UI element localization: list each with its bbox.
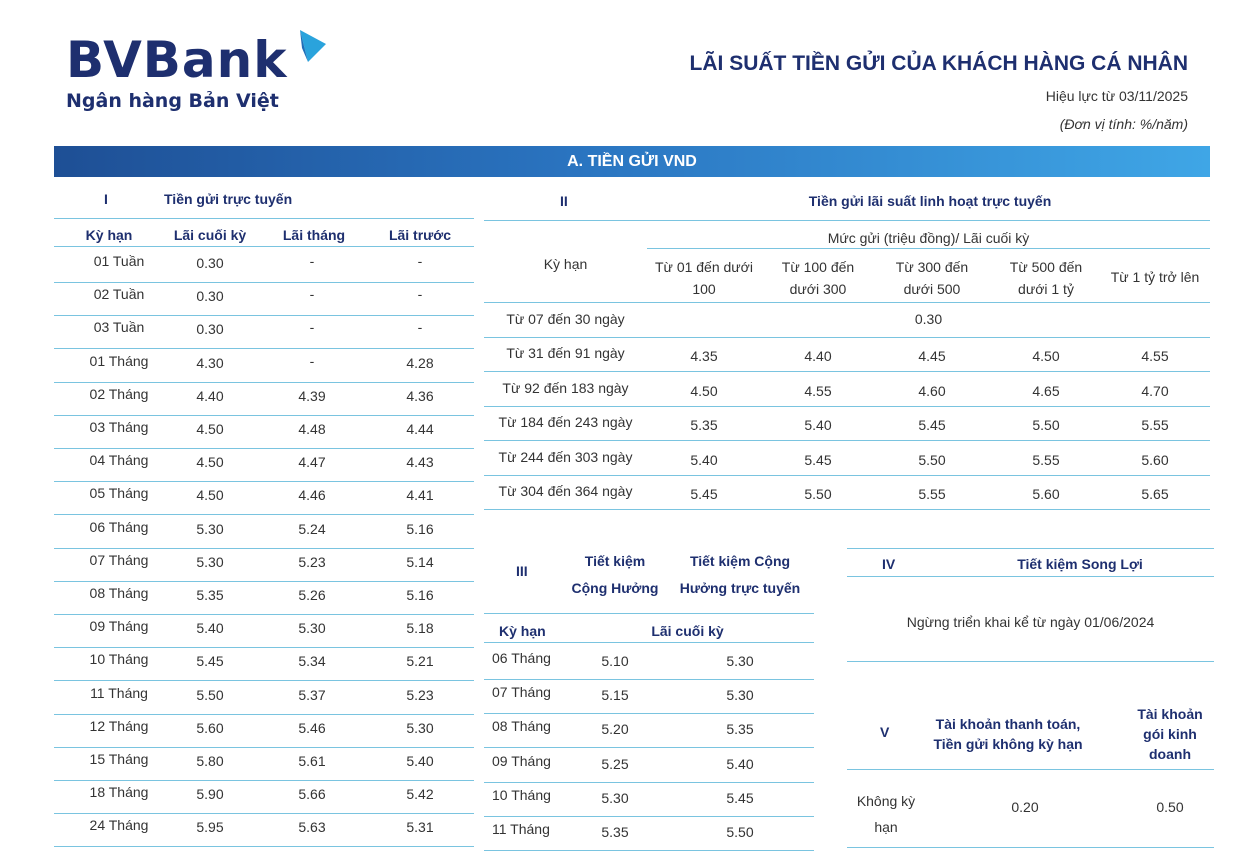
online-rate-cell: 5.30 bbox=[726, 653, 754, 669]
upfront-rate-cell: 5.21 bbox=[406, 653, 434, 670]
section-iii-number: III bbox=[516, 563, 528, 579]
upfront-rate-cell: 5.30 bbox=[406, 719, 434, 736]
section-iv-number: IV bbox=[882, 556, 896, 572]
end-of-term-rate-cell: 4.30 bbox=[196, 354, 224, 371]
upfront-rate-cell: - bbox=[417, 253, 423, 269]
upfront-rate-cell: 4.28 bbox=[406, 354, 434, 371]
term-cell: 06 Tháng bbox=[89, 518, 149, 535]
monthly-rate-cell: 5.46 bbox=[298, 719, 326, 736]
term-cell: 15 Tháng bbox=[89, 751, 149, 767]
monthly-rate-cell: - bbox=[309, 352, 315, 369]
s2-tier-header-line: Từ 300 đến bbox=[895, 259, 969, 275]
row-divider bbox=[484, 782, 814, 783]
term-cell: 09 Tháng bbox=[492, 752, 551, 769]
rate-cell: 5.65 bbox=[1141, 486, 1169, 502]
s5-value-business: 0.50 bbox=[1156, 799, 1184, 815]
s1-header-monthly: Lãi tháng bbox=[282, 227, 346, 243]
monthly-rate-cell: 5.66 bbox=[298, 786, 326, 803]
cong-huong-rate-cell: 5.35 bbox=[601, 824, 629, 840]
row-divider bbox=[484, 440, 1210, 441]
row-divider bbox=[54, 382, 474, 383]
end-of-term-rate-cell: 4.50 bbox=[196, 454, 224, 471]
s2-tier-header bbox=[761, 256, 875, 300]
term-cell: 11 Tháng bbox=[90, 684, 148, 701]
monthly-rate-cell: - bbox=[309, 319, 315, 336]
term-cell: 08 Tháng bbox=[89, 585, 149, 601]
term-cell: 01 Tháng bbox=[89, 352, 149, 369]
cong-huong-rate-cell: 5.30 bbox=[601, 789, 629, 806]
s1-header-end-of-term: Lãi cuối kỳ bbox=[173, 227, 247, 243]
end-of-term-rate-cell: 5.35 bbox=[196, 587, 224, 603]
term-cell: 02 Tháng bbox=[89, 385, 149, 402]
rate-cell: 5.35 bbox=[690, 417, 718, 433]
cong-huong-rate-cell: 5.15 bbox=[601, 687, 629, 704]
rate-cell: 5.40 bbox=[804, 417, 832, 433]
s1-header-upfront: Lãi trước bbox=[388, 227, 452, 243]
term-cell: 03 Tháng bbox=[89, 419, 149, 435]
section-ii-title: Tiền gửi lãi suất linh hoạt trực tuyến bbox=[808, 193, 1052, 209]
rate-cell: 4.70 bbox=[1141, 382, 1169, 399]
row-divider bbox=[54, 315, 474, 316]
section-iv-title: Tiết kiệm Song Lợi bbox=[1017, 556, 1143, 572]
upfront-rate-cell: 5.42 bbox=[406, 786, 434, 803]
effective-date: Hiệu lực từ 03/11/2025 bbox=[1045, 88, 1188, 104]
monthly-rate-cell: 5.34 bbox=[298, 653, 326, 670]
term-cell: Từ 92 đến 183 ngày bbox=[502, 379, 629, 396]
term-cell: Từ 184 đến 243 ngày bbox=[498, 414, 633, 430]
end-of-term-rate-cell: 0.30 bbox=[196, 321, 224, 338]
s3-header-end-of-term: Lãi cuối kỳ bbox=[651, 623, 724, 639]
upfront-rate-cell: 4.43 bbox=[406, 454, 434, 471]
monthly-rate-cell: 5.24 bbox=[298, 520, 326, 537]
term-cell: Từ 31 đến 91 ngày bbox=[506, 345, 625, 361]
online-rate-cell: 5.35 bbox=[726, 721, 754, 738]
s2-tier-header-line: Từ 500 đến bbox=[1009, 259, 1083, 275]
logo-triangle-icon bbox=[298, 30, 328, 64]
term-cell: 09 Tháng bbox=[89, 618, 149, 635]
upfront-rate-cell: 4.41 bbox=[406, 487, 434, 504]
section-ii-number: II bbox=[560, 193, 568, 209]
monthly-rate-cell: 5.30 bbox=[298, 620, 326, 637]
row-divider bbox=[54, 647, 474, 648]
s2-tier-header-line: dưới 300 bbox=[789, 281, 847, 297]
term-cell: 07 Tháng bbox=[492, 684, 551, 701]
upfront-rate-cell: 5.16 bbox=[406, 520, 434, 537]
rate-cell: 5.40 bbox=[690, 451, 718, 468]
monthly-rate-cell: 4.46 bbox=[298, 487, 326, 504]
term-cell: 03 Tuần bbox=[93, 319, 145, 336]
rate-cell: 5.45 bbox=[690, 486, 718, 502]
s2-tier-header bbox=[989, 256, 1103, 300]
rate-cell: 5.50 bbox=[804, 486, 832, 502]
online-rate-cell: 5.50 bbox=[726, 824, 754, 840]
end-of-term-rate-cell: 5.90 bbox=[196, 786, 224, 803]
term-cell: 01 Tuần bbox=[93, 253, 145, 269]
rate-cell: 5.45 bbox=[918, 417, 946, 433]
monthly-rate-cell: - bbox=[309, 286, 315, 303]
s1-header-term: Kỳ hạn bbox=[85, 227, 133, 243]
rate-cell: 5.55 bbox=[1141, 417, 1169, 433]
s2-tier-header bbox=[647, 256, 761, 300]
bvbank-logo bbox=[66, 31, 288, 112]
term-cell: 10 Tháng bbox=[492, 786, 551, 803]
rate-cell: 4.40 bbox=[804, 348, 832, 364]
monthly-rate-cell: 5.26 bbox=[298, 587, 326, 603]
row-divider bbox=[54, 348, 474, 349]
s2-tier-header-line: dưới 1 tỷ bbox=[1018, 281, 1074, 297]
row-divider bbox=[484, 371, 1210, 372]
term-cell: 05 Tháng bbox=[89, 485, 149, 502]
rate-cell: 5.50 bbox=[1032, 417, 1060, 433]
rate-cell: 5.60 bbox=[1032, 486, 1060, 502]
rate-cell: 4.60 bbox=[918, 382, 946, 399]
row-divider bbox=[54, 581, 474, 582]
upfront-rate-cell: - bbox=[417, 286, 423, 303]
s2-tier-header-line: 100 bbox=[692, 281, 716, 297]
s3-header-term: Kỳ hạn bbox=[499, 623, 546, 639]
term-cell: Từ 244 đến 303 ngày bbox=[498, 448, 633, 465]
monthly-rate-cell: 5.63 bbox=[298, 819, 326, 836]
section-banner: A. TIỀN GỬI VND bbox=[54, 146, 1210, 177]
monthly-rate-cell: 4.48 bbox=[298, 421, 326, 437]
term-cell: 07 Tháng bbox=[89, 551, 149, 568]
s2-tier-header bbox=[1098, 266, 1212, 288]
end-of-term-rate-cell: 5.45 bbox=[196, 653, 224, 670]
end-of-term-rate-cell: 5.50 bbox=[196, 686, 224, 703]
row-divider bbox=[484, 816, 814, 817]
end-of-term-rate-cell: 5.30 bbox=[196, 553, 224, 570]
section-iv-note: Ngừng triển khai kể từ ngày 01/06/2024 bbox=[906, 614, 1155, 630]
row-divider bbox=[54, 680, 474, 681]
rate-cell: 4.45 bbox=[918, 348, 946, 364]
s2-tier-header bbox=[875, 256, 989, 300]
monthly-rate-cell: 5.37 bbox=[298, 686, 326, 703]
row-divider bbox=[484, 747, 814, 748]
s3-header-savings: Tiết kiệm Cộng Hưởng bbox=[571, 553, 659, 596]
upfront-rate-cell: 5.40 bbox=[406, 753, 434, 769]
row-divider bbox=[484, 713, 814, 714]
s3-header-online-savings: Tiết kiệm Cộng Hưởng trực tuyến bbox=[679, 553, 801, 596]
end-of-term-rate-cell: 0.30 bbox=[196, 255, 224, 271]
upfront-rate-cell: 5.31 bbox=[406, 819, 434, 836]
monthly-rate-cell: 4.47 bbox=[298, 454, 326, 471]
cong-huong-rate-cell: 5.10 bbox=[601, 653, 629, 669]
s2-tier-header-line: Từ 100 đến bbox=[781, 259, 855, 275]
end-of-term-rate-cell: 5.95 bbox=[196, 819, 224, 836]
term-cell: 18 Tháng bbox=[89, 784, 149, 801]
section-i-number: I bbox=[104, 191, 108, 207]
row-divider bbox=[484, 406, 1210, 407]
rate-cell: 5.60 bbox=[1141, 451, 1169, 468]
term-cell: 06 Tháng bbox=[492, 650, 551, 666]
monthly-rate-cell: 5.23 bbox=[298, 553, 326, 570]
monthly-rate-cell: - bbox=[309, 253, 315, 269]
unit-note: (Đơn vị tính: %/năm) bbox=[1059, 116, 1188, 132]
s2-tier-header-line: Từ 01 đến dưới bbox=[655, 259, 753, 275]
end-of-term-rate-cell: 5.80 bbox=[196, 753, 224, 769]
row-divider bbox=[54, 282, 474, 283]
s2-first-row-term: Từ 07 đến 30 ngày bbox=[506, 311, 625, 327]
rate-cell: 4.35 bbox=[690, 348, 718, 364]
row-divider bbox=[54, 481, 474, 482]
upfront-rate-cell: 5.23 bbox=[406, 686, 434, 703]
row-divider bbox=[54, 714, 474, 715]
end-of-term-rate-cell: 0.30 bbox=[196, 288, 224, 305]
row-divider bbox=[54, 448, 474, 449]
row-divider bbox=[54, 780, 474, 781]
monthly-rate-cell: 4.39 bbox=[298, 387, 326, 404]
page-title: LÃI SUẤT TIỀN GỬI CỦA KHÁCH HÀNG CÁ NHÂN bbox=[689, 52, 1188, 75]
s2-header-term: Kỳ hạn bbox=[543, 256, 588, 272]
upfront-rate-cell: 5.18 bbox=[406, 620, 434, 637]
upfront-rate-cell: - bbox=[417, 319, 423, 336]
row-divider bbox=[54, 415, 474, 416]
row-divider bbox=[54, 747, 474, 748]
row-divider bbox=[484, 475, 1210, 476]
rate-cell: 4.50 bbox=[1032, 348, 1060, 364]
row-divider bbox=[54, 514, 474, 515]
end-of-term-rate-cell: 4.50 bbox=[196, 487, 224, 504]
term-cell: 11 Tháng bbox=[492, 821, 550, 837]
s5-row-label: Không kỳ hạn bbox=[856, 793, 916, 835]
term-cell: 10 Tháng bbox=[89, 651, 149, 668]
online-rate-cell: 5.40 bbox=[726, 755, 754, 772]
logo-wordmark: BVBank bbox=[66, 31, 288, 89]
rate-cell: 5.45 bbox=[804, 451, 832, 468]
row-divider bbox=[54, 813, 474, 814]
cong-huong-rate-cell: 5.20 bbox=[601, 721, 629, 738]
end-of-term-rate-cell: 5.30 bbox=[196, 520, 224, 537]
term-cell: 04 Tháng bbox=[89, 452, 149, 469]
section-v-number: V bbox=[880, 724, 890, 740]
term-cell: 24 Tháng bbox=[89, 817, 149, 834]
end-of-term-rate-cell: 4.50 bbox=[196, 421, 224, 437]
upfront-rate-cell: 4.36 bbox=[406, 387, 434, 404]
s5-value-payment: 0.20 bbox=[1011, 799, 1039, 815]
term-cell: 08 Tháng bbox=[492, 718, 551, 735]
row-divider bbox=[54, 846, 474, 847]
rate-cell: 4.55 bbox=[804, 382, 832, 399]
section-i-title: Tiền gửi trực tuyến bbox=[164, 191, 293, 207]
logo-tagline: Ngân hàng Bản Việt bbox=[66, 90, 279, 112]
end-of-term-rate-cell: 5.40 bbox=[196, 620, 224, 637]
cong-huong-rate-cell: 5.25 bbox=[601, 755, 629, 772]
s2-tier-header-line: Từ 1 tỷ trở lên bbox=[1110, 269, 1200, 285]
rate-cell: 5.55 bbox=[1032, 451, 1060, 468]
term-cell: 02 Tuần bbox=[93, 286, 145, 303]
s2-first-row-value: 0.30 bbox=[914, 311, 943, 327]
s2-deposit-tier-header: Mức gửi (triệu đồng)/ Lãi cuối kỳ bbox=[827, 230, 1030, 246]
rate-cell: 5.55 bbox=[918, 486, 946, 502]
rate-cell: 4.55 bbox=[1141, 348, 1169, 364]
upfront-rate-cell: 5.14 bbox=[406, 553, 434, 570]
rate-cell: 4.65 bbox=[1032, 382, 1060, 399]
row-divider bbox=[54, 614, 474, 615]
end-of-term-rate-cell: 4.40 bbox=[196, 387, 224, 404]
row-divider bbox=[54, 548, 474, 549]
online-rate-cell: 5.30 bbox=[726, 687, 754, 704]
rate-cell: 4.50 bbox=[690, 382, 718, 399]
monthly-rate-cell: 5.61 bbox=[298, 753, 326, 769]
online-rate-cell: 5.45 bbox=[726, 789, 754, 806]
rate-cell: 5.50 bbox=[918, 451, 946, 468]
s2-tier-header-line: dưới 500 bbox=[903, 281, 961, 297]
row-divider bbox=[484, 509, 1210, 510]
s5-header-business-account: Tài khoản gói kinh doanh bbox=[1137, 706, 1203, 762]
end-of-term-rate-cell: 5.60 bbox=[196, 719, 224, 736]
s5-header-payment-account: Tài khoản thanh toán, Tiền gửi không kỳ hạn bbox=[933, 716, 1083, 752]
upfront-rate-cell: 5.16 bbox=[406, 587, 434, 603]
term-cell: Từ 304 đến 364 ngày bbox=[498, 483, 633, 499]
upfront-rate-cell: 4.44 bbox=[406, 421, 434, 437]
row-divider bbox=[484, 679, 814, 680]
row-divider bbox=[484, 850, 814, 851]
term-cell: 12 Tháng bbox=[89, 717, 149, 734]
